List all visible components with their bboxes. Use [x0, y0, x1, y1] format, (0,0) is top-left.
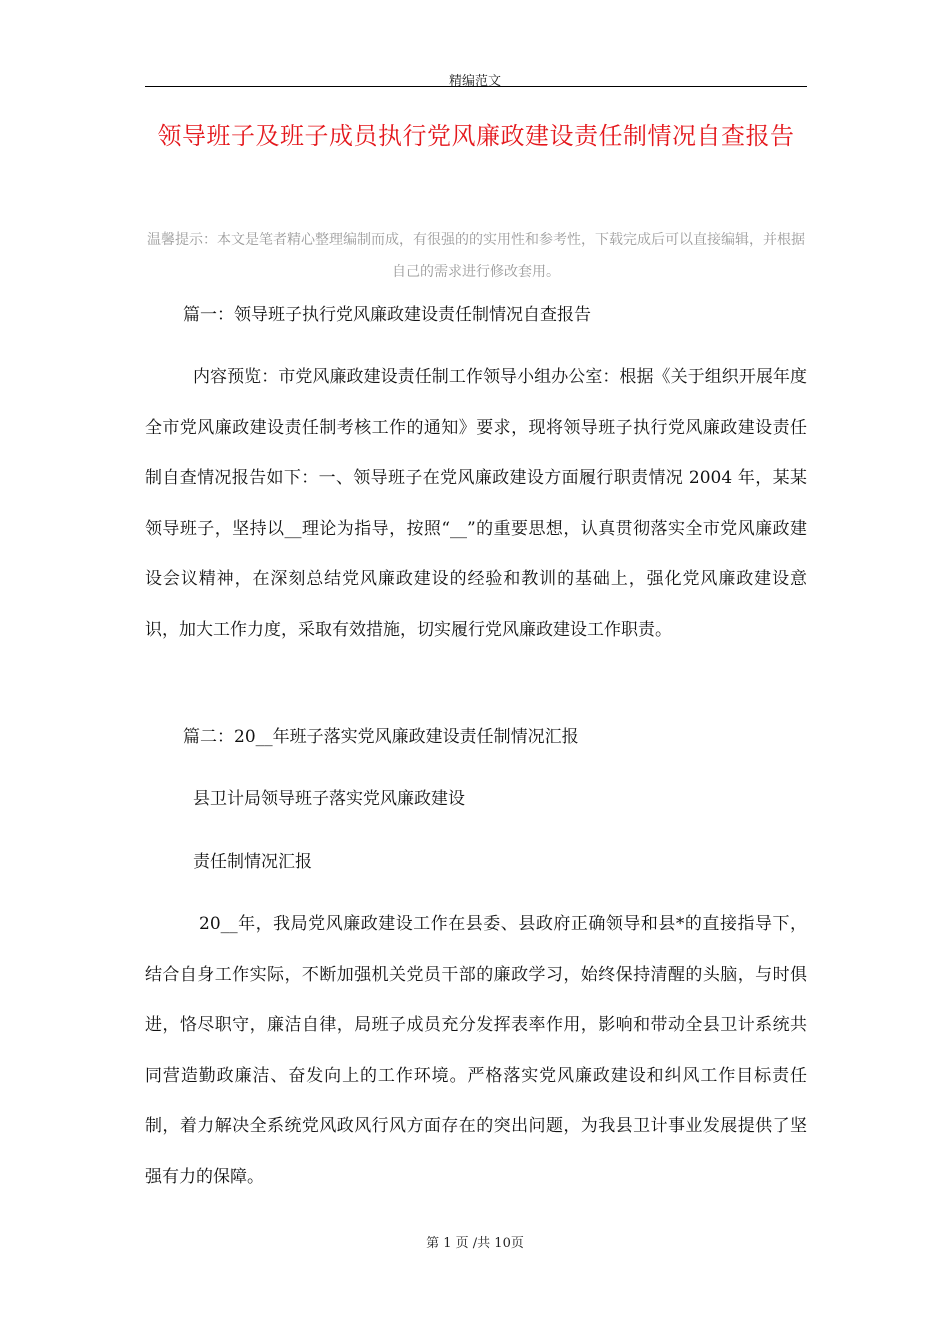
part1-heading-text: 篇一：领导班子执行党风廉政建设责任制情况自查报告	[183, 305, 591, 325]
part2-subtitle-1	[145, 782, 807, 817]
part2-body-text: 20__年，我局党风廉政建设工作在县委、县政府正确领导和县*的直接指导下，结合自身工作实际，不断加强机关党员干部的廉政学习，始终保持清醒的头脑，与时俱进，恪尽职守，廉洁自律，局班子成员充分发挥表率作用，影响和带动全县卫计系统共同营造勤政廉洁、奋发向上的工作环境。严格落实党风廉政建设和纠风工作目标责任制，着力解决全系统党风政风行风方面存在的突出问题，为我县卫计事业发展提供了坚强有力的保障。	[145, 914, 807, 1187]
header-divider	[145, 86, 807, 87]
page-footer-label: 第 1 页 /共 10页	[426, 1236, 524, 1251]
tip-notice: 温馨提示：本文是笔者精心整理编制而成，有很强的的实用性和参考性，下载完成后可以直接编辑，并根据自己的需求进行修改套用。	[147, 232, 805, 280]
page-header-label: 精编范文	[448, 74, 501, 89]
document-title: 领导班子及班子成员执行党风廉政建设责任制情况自查报告	[157, 122, 795, 150]
part1-body	[145, 352, 807, 655]
part1-body-text: 内容预览：市党风廉政建设责任制工作领导小组办公室：根据《关于组织开展年度全市党风廉政建设责任制考核工作的通知》要求，现将领导班子执行党风廉政建设责任制自查情况报告如下：一、领导班子在党风廉政建设方面履行职责情况 2004 年，某某领导班子，坚持以__理论为指导，按照“__”的重要思想，认真贯彻落实全市党风廉政建设会议精神，在深刻总结党风廉政建设的经验和教训的基础上，强化党风廉政建设意识，加大工作力度，采取有效措施，切实履行党风廉政建设工作职责。	[145, 367, 807, 640]
part2-subtitle-line2: 责任制情况汇报	[193, 852, 312, 872]
part2-heading-text: 篇二：20__年班子落实党风廉政建设责任制情况汇报	[183, 727, 579, 747]
part2-subtitle-2	[145, 845, 807, 880]
part1-heading	[145, 298, 807, 333]
part2-subtitle-line1: 县卫计局领导班子落实党风廉政建设	[193, 789, 465, 809]
part2-body	[145, 899, 807, 1202]
part2-heading	[145, 720, 807, 755]
